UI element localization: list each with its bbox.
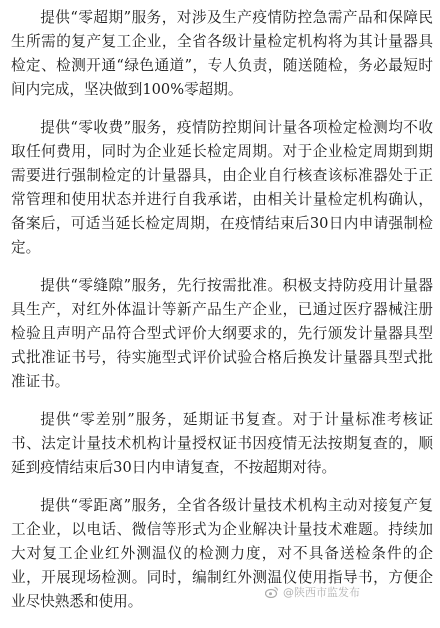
paragraph-zero-fee: 提供“零收费”服务，疫情防控期间计量各项检定检测均不收取任何费用，同时为企业延长检定周期。对于企业检定周期到期需要进行强制检定的计量器具，由企业自行核查该标准器处于正常管理和使用状态并进行自我承诺，由相关计量检定机构确认，备案后，可适当延长检定周期，在疫情结束后30日内申请强制检定。 — [11, 119, 433, 256]
watermark — [265, 584, 360, 600]
weibo-icon — [265, 586, 279, 598]
paragraph-zero-overdue: 提供“零超期”服务，对涉及生产疫情防控急需产品和保障民生所需的复产复工企业，全省各级计量检定机构将为其计量器具检定、检测开通“绿色通道”，专人负责，随送随检，务必最短时间内完成，坚决做到100%零超期。 — [11, 9, 433, 98]
document-body — [0, 6, 440, 628]
paragraph-zero-gap: 提供“零缝隙”服务，先行按需批准。积极支持防疫用计量器具生产，对红外体温计等新产品生产企业，已通过医疗器械注册检验且声明产品符合型式评价大纲要求的，先行颁发计量器具型式批准证书号，待实施型式评价试验合格后换发计量器具型式批准证书。 — [11, 277, 433, 390]
paragraph-zero-difference: 提供“零差别”服务，延期证书复查。对于计量标准考核证书、法定计量技术机构计量授权证书因疫情无法按期复查的，顺延到疫情结束后30日内申请复查，不按超期对待。 — [11, 411, 433, 476]
paragraph-zero-distance: 提供“零距离”服务，全省各级计量技术机构主动对接复产复工企业，以电话、微信等形式为企业解决计量技术难题。持续加大对复工企业红外测温仪的检测力度，对不具备送检条件的企业，开展现场检测。同时，编制红外测温仪使用指导书，方便企业尽快熟悉和使用。 — [11, 497, 433, 610]
watermark-text: @陕西市监发布 — [283, 586, 360, 599]
